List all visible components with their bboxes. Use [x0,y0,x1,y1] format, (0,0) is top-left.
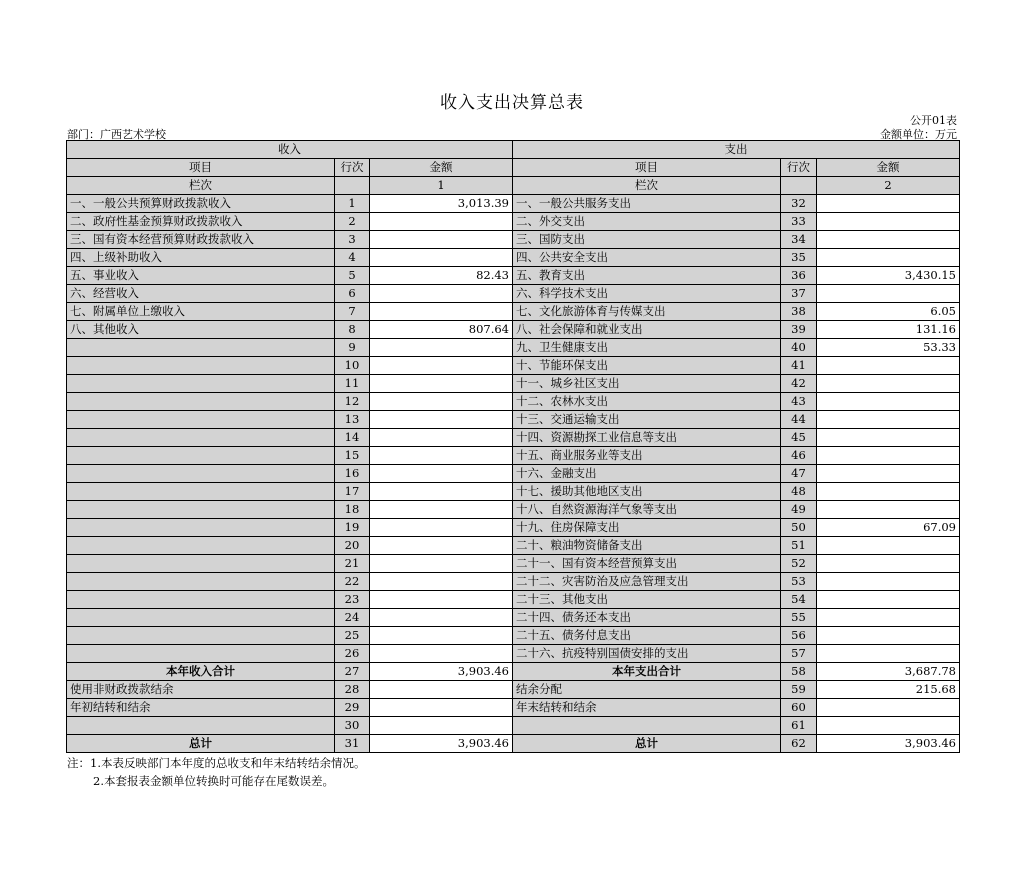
expense-item-cell: 二十四、债务还本支出 [513,609,781,627]
income-line-header: 行次 [335,159,370,177]
expense-line-cell: 53 [781,573,817,591]
expense-line-cell: 44 [781,411,817,429]
expense-item-cell: 十六、金融支出 [513,465,781,483]
expense-amount-cell [817,195,960,213]
income-amount-cell [370,339,513,357]
income-item-cell: 一、一般公共预算财政拨款收入 [67,195,335,213]
expense-item-cell: 二十六、抗疫特别国债安排的支出 [513,645,781,663]
income-amount-cell [370,393,513,411]
table-row [67,681,960,699]
expense-line-cell: 48 [781,483,817,501]
expense-amount-cell: 53.33 [817,339,960,357]
income-item-cell [67,591,335,609]
income-item-cell [67,717,335,735]
expense-item-cell: 十九、住房保障支出 [513,519,781,537]
expense-column-number: 2 [817,177,960,195]
income-amount-cell [370,627,513,645]
income-amount-cell [370,411,513,429]
income-item-cell [67,339,335,357]
income-amount-cell [370,519,513,537]
expense-amount-cell [817,213,960,231]
income-line-cell: 2 [335,213,370,231]
expense-amount-cell [817,645,960,663]
expense-line-cell: 42 [781,375,817,393]
table-row [67,501,960,519]
income-line-cell: 1 [335,195,370,213]
table-row [67,519,960,537]
table-row [67,285,960,303]
table-row [67,627,960,645]
expense-amount-cell: 3,903.46 [817,735,960,753]
expense-line-cell: 41 [781,357,817,375]
expense-item-cell: 二十三、其他支出 [513,591,781,609]
income-item-cell [67,429,335,447]
income-line-cell: 9 [335,339,370,357]
income-item-cell [67,645,335,663]
income-line-cell: 26 [335,645,370,663]
expense-amount-cell: 3,430.15 [817,267,960,285]
income-amount-cell [370,645,513,663]
income-line-cell: 31 [335,735,370,753]
income-item-cell: 七、附属单位上缴收入 [67,303,335,321]
table-row [67,213,960,231]
income-line-cell: 19 [335,519,370,537]
income-amount-cell [370,717,513,735]
income-column-blank [335,177,370,195]
table-row [67,267,960,285]
income-line-cell: 17 [335,483,370,501]
expense-line-cell: 47 [781,465,817,483]
expense-item-cell: 十四、资源勘探工业信息等支出 [513,429,781,447]
income-item-cell: 八、其他收入 [67,321,335,339]
table-row [67,375,960,393]
income-amount-cell [370,555,513,573]
income-amount-cell [370,231,513,249]
income-amount-cell [370,483,513,501]
table-row [67,357,960,375]
expense-amount-cell [817,555,960,573]
expense-line-cell: 39 [781,321,817,339]
income-line-cell: 27 [335,663,370,681]
expense-column-blank [781,177,817,195]
expense-amount-cell [817,285,960,303]
income-item-cell: 五、事业收入 [67,267,335,285]
expense-item-cell: 二十一、国有资本经营预算支出 [513,555,781,573]
income-line-cell: 8 [335,321,370,339]
income-amount-cell [370,591,513,609]
income-amount-cell [370,465,513,483]
expense-item-cell: 十三、交通运输支出 [513,411,781,429]
income-item-cell [67,357,335,375]
table-row [67,303,960,321]
income-item-cell: 年初结转和结余 [67,699,335,717]
expense-amount-cell [817,537,960,555]
income-line-cell: 10 [335,357,370,375]
table-row [67,249,960,267]
income-amount-cell [370,357,513,375]
expense-line-cell: 54 [781,591,817,609]
expense-line-cell: 61 [781,717,817,735]
income-amount-cell [370,609,513,627]
expense-line-cell: 34 [781,231,817,249]
income-amount-cell [370,285,513,303]
expense-line-cell: 58 [781,663,817,681]
income-line-cell: 18 [335,501,370,519]
expense-amount-cell [817,483,960,501]
expense-item-cell: 二十、粮油物资储备支出 [513,537,781,555]
expense-amount-cell [817,591,960,609]
footnote-2: 2.本套报表金额单位转换时可能存在尾数误差。 [93,774,334,788]
income-item-cell: 四、上级补助收入 [67,249,335,267]
income-line-cell: 16 [335,465,370,483]
income-amount-cell [370,699,513,717]
expense-line-cell: 38 [781,303,817,321]
column-header-row [67,159,960,177]
expense-amount-cell [817,375,960,393]
expense-line-header: 行次 [781,159,817,177]
expense-item-cell: 五、教育支出 [513,267,781,285]
table-row [67,699,960,717]
income-amount-cell [370,375,513,393]
table-row [67,429,960,447]
income-item-cell [67,609,335,627]
income-amount-cell [370,303,513,321]
expense-line-cell: 60 [781,699,817,717]
expense-amount-cell [817,231,960,249]
income-line-cell: 4 [335,249,370,267]
expense-line-cell: 50 [781,519,817,537]
expense-line-cell: 35 [781,249,817,267]
expense-item-cell: 十七、援助其他地区支出 [513,483,781,501]
table-row [67,231,960,249]
annual-total-row [67,663,960,681]
expense-item-cell: 八、社会保障和就业支出 [513,321,781,339]
table-row [67,321,960,339]
income-line-cell: 14 [335,429,370,447]
expense-item-cell: 六、科学技术支出 [513,285,781,303]
column-number-row [67,177,960,195]
expense-amount-cell: 3,687.78 [817,663,960,681]
expense-item-cell: 结余分配 [513,681,781,699]
income-item-cell [67,555,335,573]
income-line-cell: 13 [335,411,370,429]
expense-line-cell: 51 [781,537,817,555]
expense-item-cell: 七、文化旅游体育与传媒支出 [513,303,781,321]
income-amount-cell [370,429,513,447]
expense-line-cell: 62 [781,735,817,753]
income-item-cell: 本年收入合计 [67,663,335,681]
expense-item-cell: 二十五、债务付息支出 [513,627,781,645]
expense-amount-cell [817,357,960,375]
expense-item-cell: 十、节能环保支出 [513,357,781,375]
expense-amount-cell [817,249,960,267]
income-line-cell: 6 [335,285,370,303]
expense-line-cell: 45 [781,429,817,447]
table-row [67,555,960,573]
income-column-label: 栏次 [67,177,335,195]
income-item-cell [67,627,335,645]
income-line-cell: 28 [335,681,370,699]
expense-amount-cell [817,573,960,591]
income-line-cell: 22 [335,573,370,591]
income-item-cell [67,483,335,501]
income-line-cell: 29 [335,699,370,717]
table-row [67,393,960,411]
expense-line-cell: 33 [781,213,817,231]
expense-amount-cell: 215.68 [817,681,960,699]
table-row [67,465,960,483]
unit-label: 金额单位：万元 [880,128,957,141]
expense-item-cell: 十一、城乡社区支出 [513,375,781,393]
expense-amount-cell [817,411,960,429]
expense-line-cell: 46 [781,447,817,465]
income-column-number: 1 [370,177,513,195]
expense-section-header: 支出 [513,141,960,159]
income-amount-cell [370,213,513,231]
table-row [67,717,960,735]
income-section-header: 收入 [67,141,513,159]
table-row [67,339,960,357]
table-row [67,645,960,663]
footnote-1: 注：1.本表反映部门本年度的总收支和年末结转结余情况。 [67,756,366,770]
section-header-row [67,141,960,159]
page-title: 收入支出决算总表 [440,93,584,113]
income-line-cell: 25 [335,627,370,645]
grand-total-row [67,735,960,753]
income-item-cell [67,537,335,555]
income-item-header: 项目 [67,159,335,177]
income-item-cell: 三、国有资本经营预算财政拨款收入 [67,231,335,249]
expense-item-cell: 总计 [513,735,781,753]
income-item-cell: 二、政府性基金预算财政拨款收入 [67,213,335,231]
income-item-cell: 总计 [67,735,335,753]
income-item-cell: 使用非财政拨款结余 [67,681,335,699]
income-item-cell [67,501,335,519]
footnotes [67,754,365,790]
expense-item-cell: 本年支出合计 [513,663,781,681]
income-item-cell: 六、经营收入 [67,285,335,303]
table-row [67,591,960,609]
income-amount-cell: 807.64 [370,321,513,339]
table-row [67,573,960,591]
income-amount-cell [370,573,513,591]
expense-line-cell: 59 [781,681,817,699]
income-line-cell: 23 [335,591,370,609]
income-amount-cell [370,681,513,699]
income-item-cell [67,393,335,411]
expense-amount-cell [817,699,960,717]
income-item-cell [67,573,335,591]
income-line-cell: 12 [335,393,370,411]
income-item-cell [67,375,335,393]
income-line-cell: 7 [335,303,370,321]
income-line-cell: 21 [335,555,370,573]
expense-column-label: 栏次 [513,177,781,195]
expense-amount-cell [817,717,960,735]
expense-line-cell: 36 [781,267,817,285]
expense-line-cell: 52 [781,555,817,573]
expense-item-cell [513,717,781,735]
income-amount-cell: 3,013.39 [370,195,513,213]
expense-amount-cell: 131.16 [817,321,960,339]
expense-amount-cell [817,501,960,519]
expense-amount-cell [817,465,960,483]
expense-amount-header: 金额 [817,159,960,177]
department-label: 部门：广西艺术学校 [67,128,166,141]
income-amount-cell [370,249,513,267]
expense-item-cell: 十八、自然资源海洋气象等支出 [513,501,781,519]
expense-item-cell: 年末结转和结余 [513,699,781,717]
income-item-cell [67,465,335,483]
table-row [67,537,960,555]
income-amount-cell [370,501,513,519]
expense-item-cell: 十五、商业服务业等支出 [513,447,781,465]
expense-item-cell: 四、公共安全支出 [513,249,781,267]
table-row [67,447,960,465]
expense-line-cell: 37 [781,285,817,303]
income-item-cell [67,411,335,429]
expense-amount-cell [817,429,960,447]
expense-line-cell: 57 [781,645,817,663]
expense-amount-cell [817,393,960,411]
income-line-cell: 30 [335,717,370,735]
income-line-cell: 3 [335,231,370,249]
income-amount-cell [370,537,513,555]
table-row [67,411,960,429]
expense-line-cell: 56 [781,627,817,645]
expense-line-cell: 43 [781,393,817,411]
table-row [67,609,960,627]
expense-line-cell: 55 [781,609,817,627]
expense-item-cell: 十二、农林水支出 [513,393,781,411]
expense-item-cell: 二十二、灾害防治及应急管理支出 [513,573,781,591]
table-row [67,483,960,501]
form-number: 公开01表 [910,114,957,127]
expense-line-cell: 32 [781,195,817,213]
income-line-cell: 20 [335,537,370,555]
income-amount-cell: 3,903.46 [370,663,513,681]
expense-line-cell: 40 [781,339,817,357]
expense-amount-cell [817,609,960,627]
income-line-cell: 5 [335,267,370,285]
income-line-cell: 24 [335,609,370,627]
expense-amount-cell: 67.09 [817,519,960,537]
income-item-cell [67,447,335,465]
expense-amount-cell [817,447,960,465]
income-amount-cell: 3,903.46 [370,735,513,753]
expense-amount-cell: 6.05 [817,303,960,321]
income-line-cell: 15 [335,447,370,465]
expense-item-cell: 一、一般公共服务支出 [513,195,781,213]
income-expense-table [66,140,960,753]
expense-item-cell: 九、卫生健康支出 [513,339,781,357]
expense-line-cell: 49 [781,501,817,519]
expense-item-cell: 三、国防支出 [513,231,781,249]
expense-item-cell: 二、外交支出 [513,213,781,231]
income-line-cell: 11 [335,375,370,393]
income-amount-header: 金额 [370,159,513,177]
income-amount-cell [370,447,513,465]
income-amount-cell: 82.43 [370,267,513,285]
expense-amount-cell [817,627,960,645]
expense-item-header: 项目 [513,159,781,177]
income-item-cell [67,519,335,537]
table-row [67,195,960,213]
